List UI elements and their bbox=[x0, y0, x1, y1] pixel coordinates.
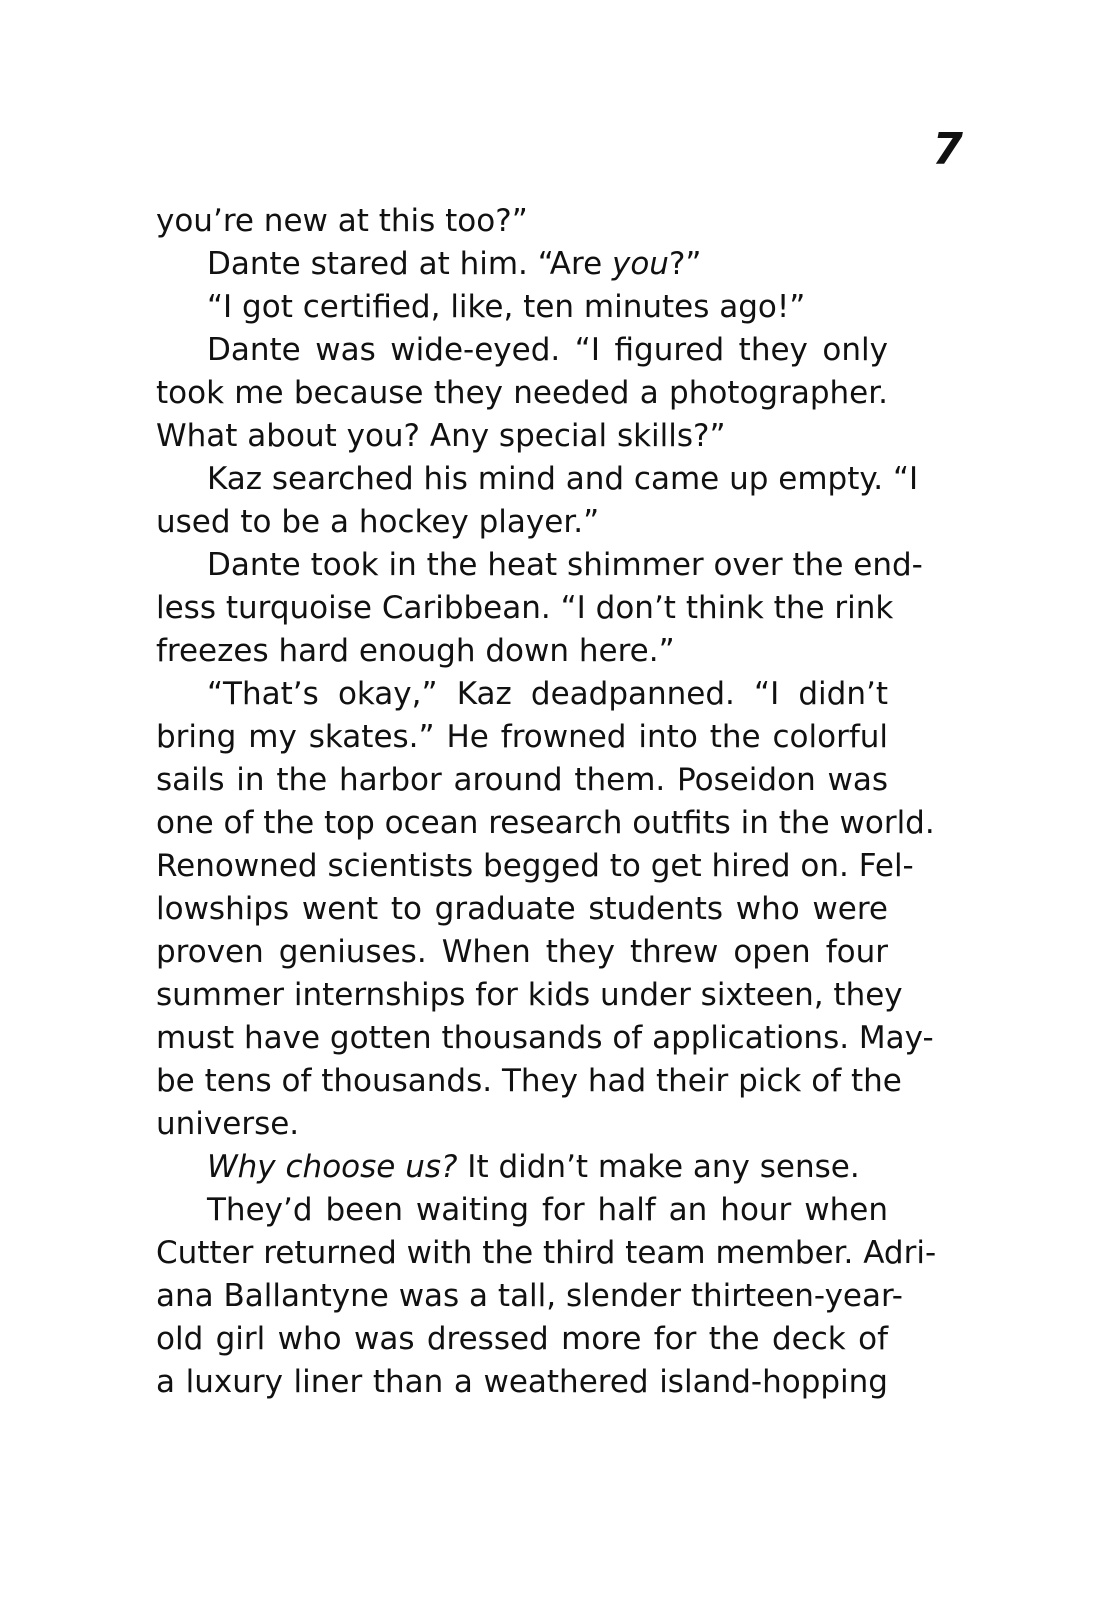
text-line bbox=[156, 243, 888, 286]
text-line: “I got certified, like, ten minutes ago!” bbox=[207, 289, 806, 325]
text-line: What about you? Any special skills?” bbox=[156, 418, 726, 454]
text-line: They’d been waiting for half an hour when bbox=[207, 1192, 888, 1228]
text-line: you’re new at this too?” bbox=[156, 203, 528, 239]
text-line: one of the top ocean research outfits in the world. bbox=[156, 805, 935, 841]
text-line: bring my skates.” He frowned into the colorful bbox=[156, 719, 888, 755]
text-line: “That’s okay,” Kaz deadpanned. “I didn’t bbox=[207, 676, 888, 712]
text-line: old girl who was dressed more for the deck of bbox=[156, 1321, 888, 1357]
text-line: Dante was wide-eyed. “I figured they only bbox=[207, 332, 888, 368]
text-segment: ?” bbox=[668, 246, 702, 282]
emphasized-text: you bbox=[612, 246, 669, 282]
text-line: freezes hard enough down here.” bbox=[156, 633, 675, 669]
body-text bbox=[156, 200, 937, 1404]
text-line: lowships went to graduate students who were bbox=[156, 891, 888, 927]
text-line: Renowned scientists begged to get hired on. Fel- bbox=[156, 848, 914, 884]
emphasized-text: Why choose us? bbox=[207, 1149, 458, 1185]
text-line: ana Ballantyne was a tall, slender thirteen-year- bbox=[156, 1278, 903, 1314]
text-line: took me because they needed a photographer. bbox=[156, 375, 888, 411]
text-line: be tens of thousands. They had their pick of the bbox=[156, 1063, 902, 1099]
text-line: Kaz searched his mind and came up empty. “I bbox=[207, 461, 919, 497]
text-line: proven geniuses. When they threw open four bbox=[156, 934, 888, 970]
text-line: summer internships for kids under sixteen, they bbox=[156, 977, 903, 1013]
text-line: less turquoise Caribbean. “I don’t think the rink bbox=[156, 590, 894, 626]
text-line: Dante took in the heat shimmer over the end- bbox=[207, 547, 923, 583]
text-line bbox=[156, 1146, 888, 1189]
text-line: used to be a hockey player.” bbox=[156, 504, 600, 540]
text-line: universe. bbox=[156, 1106, 300, 1142]
text-line: Cutter returned with the third team member. Adri- bbox=[156, 1235, 937, 1271]
text-line: must have gotten thousands of applications. May- bbox=[156, 1020, 934, 1056]
text-line: sails in the harbor around them. Poseidon was bbox=[156, 762, 888, 798]
text-segment: Dante stared at him. “Are bbox=[207, 246, 612, 282]
page-number: 7 bbox=[932, 124, 963, 175]
text-segment: It didn’t make any sense. bbox=[457, 1149, 860, 1185]
text-line: a luxury liner than a weathered island-hopping bbox=[156, 1364, 888, 1400]
